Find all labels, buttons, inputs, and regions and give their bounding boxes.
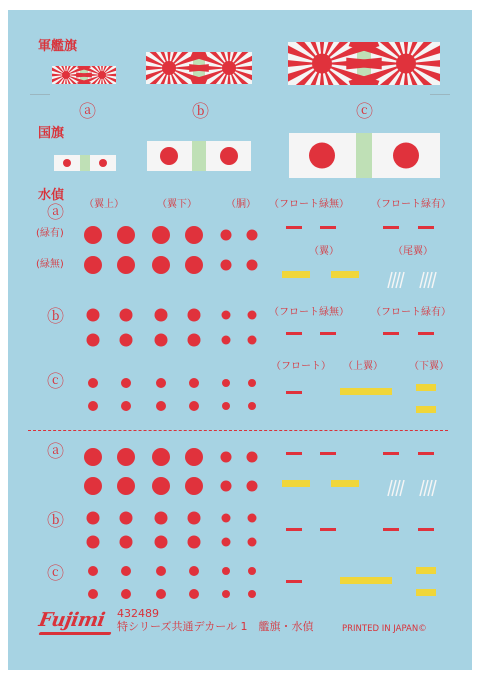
section-title-national-flag: 国旗 bbox=[38, 126, 65, 141]
variant-c-label: ⓒ bbox=[356, 102, 373, 122]
float-mark bbox=[286, 580, 302, 583]
roundel-a-lower bbox=[185, 448, 203, 466]
float-mark bbox=[286, 452, 302, 455]
roundel-no-border bbox=[152, 256, 170, 274]
lower-wing-band bbox=[416, 406, 436, 413]
roundel-with-border bbox=[247, 230, 258, 241]
roundel-c bbox=[156, 378, 166, 388]
roundel-b-lower bbox=[87, 536, 100, 549]
tail-stripes bbox=[420, 272, 436, 288]
roundel-a-lower bbox=[221, 481, 232, 492]
float-mark bbox=[418, 332, 434, 335]
column-label-float-with-border: （フロート緑有） bbox=[371, 199, 451, 210]
brand-logo: Fujimi bbox=[37, 609, 107, 631]
column-label-lower-wing-short: （下翼） bbox=[409, 361, 449, 372]
brand-logo-underline bbox=[38, 632, 111, 635]
section-title-seaplane: 水偵 bbox=[38, 188, 65, 203]
column-label-upper-wing: （翼上） bbox=[84, 199, 124, 210]
float-mark bbox=[418, 226, 434, 229]
roundel-c-lower bbox=[248, 567, 256, 575]
section-title-naval-ensign: 軍艦旗 bbox=[38, 39, 78, 54]
float-mark bbox=[320, 332, 336, 335]
roundel-a-lower bbox=[247, 452, 258, 463]
float-mark bbox=[383, 226, 399, 229]
roundel-with-border bbox=[152, 226, 170, 244]
float-mark bbox=[286, 528, 302, 531]
seaplane-variant-a-label-2: ⓐ bbox=[47, 442, 64, 462]
product-name: 特シリーズ共通デカール 1 艦旗・水偵 bbox=[117, 620, 314, 633]
roundel-no-border bbox=[221, 260, 232, 271]
seaplane-variant-b-label: ⓑ bbox=[47, 307, 64, 327]
roundel-c-lower bbox=[222, 590, 230, 598]
roundel-b bbox=[222, 336, 231, 345]
seaplane-variant-c-label-2: ⓒ bbox=[47, 564, 64, 584]
roundel-with-border bbox=[185, 226, 203, 244]
roundel-a-lower bbox=[117, 448, 135, 466]
float-mark bbox=[418, 528, 434, 531]
roundel-c-lower bbox=[189, 589, 199, 599]
variant-b-label: ⓑ bbox=[192, 102, 209, 122]
tail-stripes bbox=[420, 480, 436, 496]
roundel-b bbox=[155, 334, 168, 347]
lower-wing-band bbox=[416, 589, 436, 596]
float-mark bbox=[286, 226, 302, 229]
roundel-a-lower bbox=[84, 477, 102, 495]
roundel-c-lower bbox=[156, 589, 166, 599]
roundel-b-lower bbox=[120, 512, 133, 525]
tail-stripes bbox=[388, 272, 404, 288]
column-label-wing: （翼） bbox=[309, 246, 339, 257]
roundel-c-lower bbox=[248, 590, 256, 598]
seaplane-variant-c-label: ⓒ bbox=[47, 372, 64, 392]
roundel-b-lower bbox=[155, 536, 168, 549]
roundel-c-lower bbox=[121, 589, 131, 599]
lower-wing-band bbox=[416, 384, 436, 391]
roundel-c-lower bbox=[189, 566, 199, 576]
roundel-c-lower bbox=[121, 566, 131, 576]
roundel-no-border bbox=[185, 256, 203, 274]
roundel-c bbox=[222, 379, 230, 387]
roundel-c bbox=[248, 379, 256, 387]
roundel-with-border bbox=[221, 230, 232, 241]
wing-band bbox=[282, 480, 310, 487]
float-mark bbox=[383, 528, 399, 531]
roundel-with-border bbox=[117, 226, 135, 244]
roundel-b-lower bbox=[248, 514, 257, 523]
roundel-no-border bbox=[117, 256, 135, 274]
upper-wing-band bbox=[340, 577, 392, 584]
roundel-b bbox=[87, 309, 100, 322]
roundel-c bbox=[189, 401, 199, 411]
roundel-c bbox=[88, 378, 98, 388]
roundel-a-lower bbox=[247, 481, 258, 492]
float-mark bbox=[286, 332, 302, 335]
roundel-no-border bbox=[247, 260, 258, 271]
roundel-c bbox=[88, 401, 98, 411]
roundel-b-lower bbox=[188, 512, 201, 525]
roundel-b-lower bbox=[87, 512, 100, 525]
wing-band bbox=[331, 271, 359, 278]
roundel-b-lower bbox=[188, 536, 201, 549]
roundel-a-lower bbox=[117, 477, 135, 495]
tail-stripes bbox=[388, 480, 404, 496]
roundel-b bbox=[120, 309, 133, 322]
roundel-b bbox=[87, 334, 100, 347]
seaplane-variant-b-label-2: ⓑ bbox=[47, 511, 64, 531]
roundel-a-lower bbox=[84, 448, 102, 466]
roundel-c-lower bbox=[88, 566, 98, 576]
float-mark bbox=[320, 226, 336, 229]
roundel-c bbox=[248, 402, 256, 410]
roundel-a-lower bbox=[185, 477, 203, 495]
roundel-a-lower bbox=[152, 448, 170, 466]
roundel-b bbox=[188, 334, 201, 347]
wing-band bbox=[282, 271, 310, 278]
roundel-with-border bbox=[84, 226, 102, 244]
column-label-lower-wing: （翼下） bbox=[157, 199, 197, 210]
roundel-b-lower bbox=[155, 512, 168, 525]
roundel-b-lower bbox=[248, 538, 257, 547]
roundel-b bbox=[188, 309, 201, 322]
float-mark bbox=[418, 452, 434, 455]
printed-in-japan: PRINTED IN JAPAN© bbox=[342, 624, 427, 634]
row-label-no-border: (緑無) bbox=[36, 259, 64, 270]
float-mark bbox=[320, 528, 336, 531]
column-label-fuselage: （胴） bbox=[226, 199, 256, 210]
roundel-a-lower bbox=[221, 452, 232, 463]
roundel-b bbox=[248, 336, 257, 345]
roundel-c bbox=[121, 378, 131, 388]
roundel-a-lower bbox=[152, 477, 170, 495]
variant-a-label: ⓐ bbox=[79, 102, 96, 122]
product-code: 432489 bbox=[117, 607, 159, 620]
roundel-c bbox=[156, 401, 166, 411]
roundel-c-lower bbox=[88, 589, 98, 599]
roundel-b bbox=[222, 311, 231, 320]
float-mark bbox=[286, 391, 302, 394]
row-label-with-border: (緑有) bbox=[36, 228, 64, 239]
roundel-b bbox=[248, 311, 257, 320]
roundel-b-lower bbox=[120, 536, 133, 549]
column-label-upper-wing-short: （上翼） bbox=[343, 361, 383, 372]
float-mark bbox=[383, 332, 399, 335]
roundel-b-lower bbox=[222, 538, 231, 547]
roundel-c bbox=[189, 378, 199, 388]
column-label-float-no-border-b: （フロート緑無） bbox=[269, 307, 349, 318]
roundel-b bbox=[155, 309, 168, 322]
wing-band bbox=[331, 480, 359, 487]
roundel-c bbox=[222, 402, 230, 410]
upper-wing-band bbox=[340, 388, 392, 395]
column-label-float-no-border: （フロート緑無） bbox=[269, 199, 349, 210]
column-label-tail: （尾翼） bbox=[393, 246, 433, 257]
column-label-float: （フロート） bbox=[271, 361, 331, 372]
lower-wing-band bbox=[416, 567, 436, 574]
roundel-b-lower bbox=[222, 514, 231, 523]
seaplane-variant-a-label: ⓐ bbox=[47, 203, 64, 223]
roundel-c-lower bbox=[222, 567, 230, 575]
roundel-b bbox=[120, 334, 133, 347]
roundel-no-border bbox=[84, 256, 102, 274]
column-label-float-with-border-b: （フロート緑有） bbox=[371, 307, 451, 318]
float-mark bbox=[320, 452, 336, 455]
roundel-c bbox=[121, 401, 131, 411]
float-mark bbox=[383, 452, 399, 455]
roundel-c-lower bbox=[156, 566, 166, 576]
